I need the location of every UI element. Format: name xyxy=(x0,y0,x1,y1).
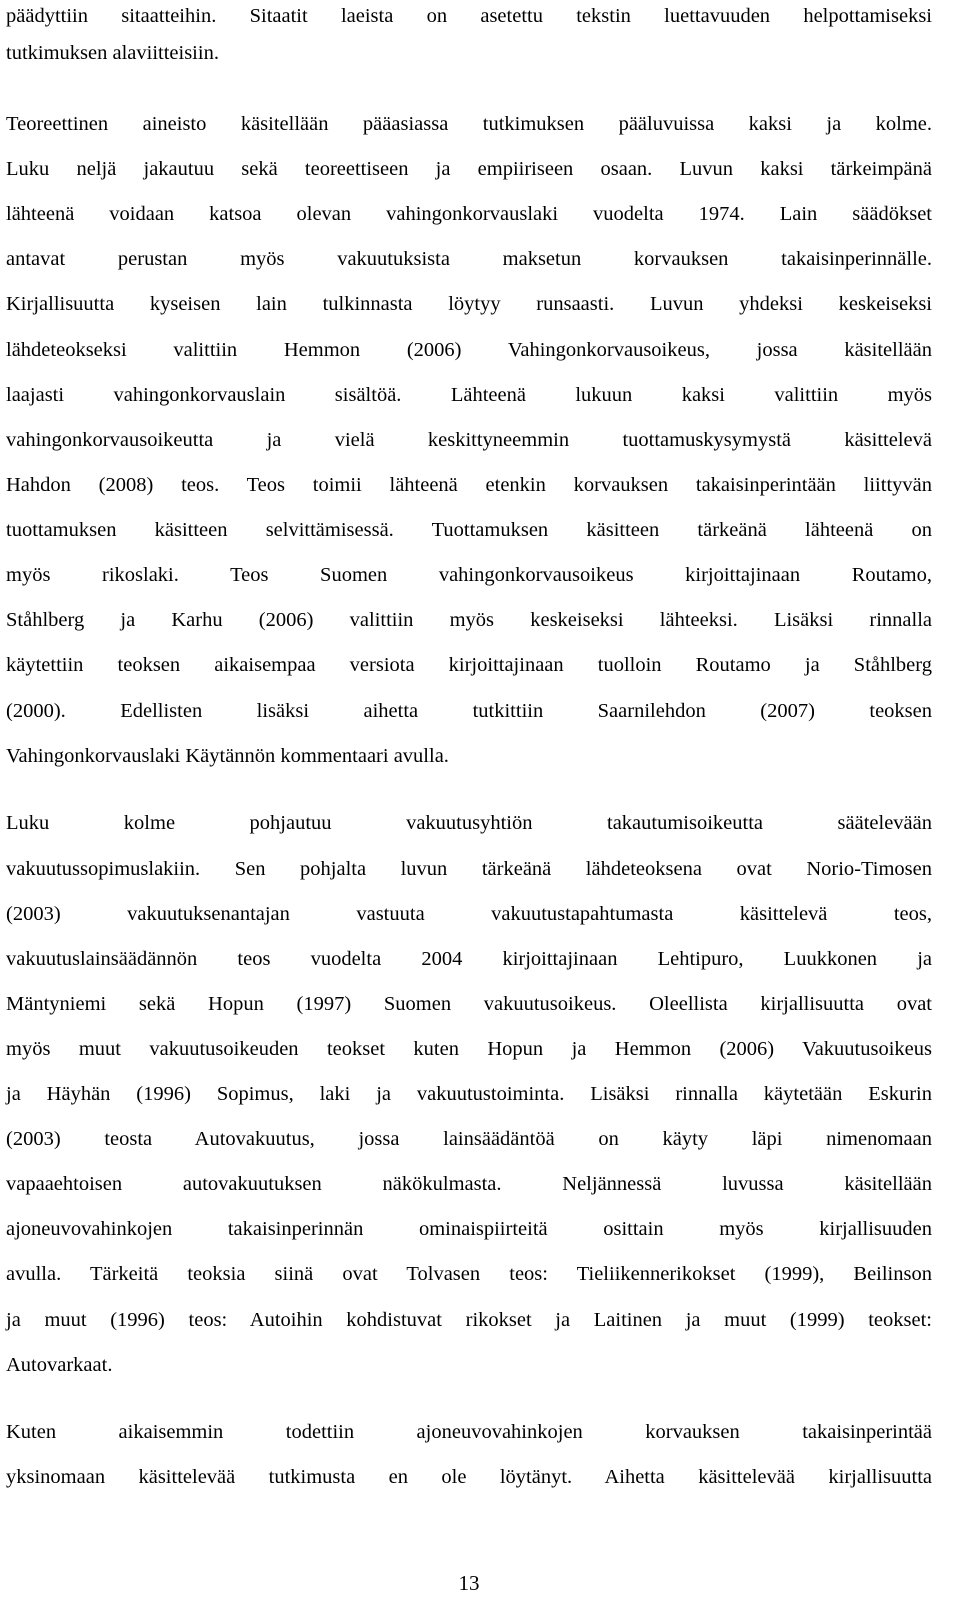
text-line: Ståhlberg ja Karhu (2006) valittiin myös keskeiseksi lähteeksi. Lisäksi rinnalla xyxy=(6,609,932,631)
text-line: myös rikoslaki. Teos Suomen vahingonkorvausoikeus kirjoittajinaan Routamo, xyxy=(6,564,932,586)
text-line: laajasti vahingonkorvauslain sisältöä. Lähteenä lukuun kaksi valittiin myös xyxy=(6,384,932,406)
text-line: yksinomaan käsittelevää tutkimusta en ole löytänyt. Aihetta käsittelevää kirjallisuutta xyxy=(6,1466,932,1488)
text-line: vapaaehtoisen autovakuutuksen näkökulmasta. Neljännessä luvussa käsitellään xyxy=(6,1173,932,1195)
text-line: vakuutussopimuslakiin. Sen pohjalta luvun tärkeänä lähdeteoksena ovat Norio-Timosen xyxy=(6,858,932,880)
text-line: lähdeteokseksi valittiin Hemmon (2006) Vahingonkorvausoikeus, jossa käsitellään xyxy=(6,339,932,361)
text-line: avulla. Tärkeitä teoksia siinä ovat Tolvasen teos: Tieliikennerikokset (1999), Beilinson xyxy=(6,1263,932,1285)
text-line: vakuutuslainsäädännön teos vuodelta 2004 kirjoittajinaan Lehtipuro, Luukkonen ja xyxy=(6,948,932,970)
text-line: (2003) teosta Autovakuutus, jossa lainsäädäntöä on käyty läpi nimenomaan xyxy=(6,1128,932,1150)
text-line: Hahdon (2008) teos. Teos toimii lähteenä etenkin korvauksen takaisinperintään liittyvän xyxy=(6,474,932,496)
text-line: tuottamuksen käsitteen selvittämisessä. Tuottamuksen käsitteen tärkeänä lähteenä on xyxy=(6,519,932,541)
text-line: Vahingonkorvauslaki Käytännön kommentaari avulla. xyxy=(6,745,449,767)
text-line: lähteenä voidaan katsoa olevan vahingonkorvauslaki vuodelta 1974. Lain säädökset xyxy=(6,203,932,225)
text-line: Kirjallisuutta kyseisen lain tulkinnasta löytyy runsaasti. Luvun yhdeksi keskeiseksi xyxy=(6,293,932,315)
text-line: Mäntyniemi sekä Hopun (1997) Suomen vakuutusoikeus. Oleellista kirjallisuutta ovat xyxy=(6,993,932,1015)
text-line: Luku neljä jakautuu sekä teoreettiseen ja empiiriseen osaan. Luvun kaksi tärkeimpänä xyxy=(6,158,932,180)
text-line: käytettiin teoksen aikaisempaa versiota kirjoittajinaan tuolloin Routamo ja Ståhlberg xyxy=(6,654,932,676)
text-line: Luku kolme pohjautuu vakuutusyhtiön takautumisoikeutta säätelevään xyxy=(6,812,932,834)
text-line: myös muut vakuutusoikeuden teokset kuten Hopun ja Hemmon (2006) Vakuutusoikeus xyxy=(6,1038,932,1060)
text-line: ajoneuvovahinkojen takaisinperinnän ominaispiirteitä osittain myös kirjallisuuden xyxy=(6,1218,932,1240)
text-line: vahingonkorvausoikeutta ja vielä keskittyneemmin tuottamuskysymystä käsittelevä xyxy=(6,429,932,451)
text-line: (2003) vakuutuksenantajan vastuuta vakuutustapahtumasta käsittelevä teos, xyxy=(6,903,932,925)
text-line: Kuten aikaisemmin todettiin ajoneuvovahinkojen korvauksen takaisinperintää xyxy=(6,1421,932,1443)
text-line: Autovarkaat. xyxy=(6,1354,113,1376)
text-line: Teoreettinen aineisto käsitellään pääasiassa tutkimuksen pääluvuissa kaksi ja kolme. xyxy=(6,113,932,135)
text-line: antavat perustan myös vakuutuksista maksetun korvauksen takaisinperinnälle. xyxy=(6,248,932,270)
text-line: päädyttiin sitaatteihin. Sitaatit laeista on asetettu tekstin luettavuuden helpottamiseksi xyxy=(6,5,932,27)
page-number: 13 xyxy=(458,1571,480,1595)
text-line: (2000). Edellisten lisäksi aihetta tutkittiin Saarnilehdon (2007) teoksen xyxy=(6,700,932,722)
text-line: tutkimuksen alaviitteisiin. xyxy=(6,42,219,64)
text-line: ja Häyhän (1996) Sopimus, laki ja vakuutustoiminta. Lisäksi rinnalla käytetään Eskurin xyxy=(6,1083,932,1105)
text-line: ja muut (1996) teos: Autoihin kohdistuvat rikokset ja Laitinen ja muut (1999) teokset: xyxy=(6,1309,932,1331)
